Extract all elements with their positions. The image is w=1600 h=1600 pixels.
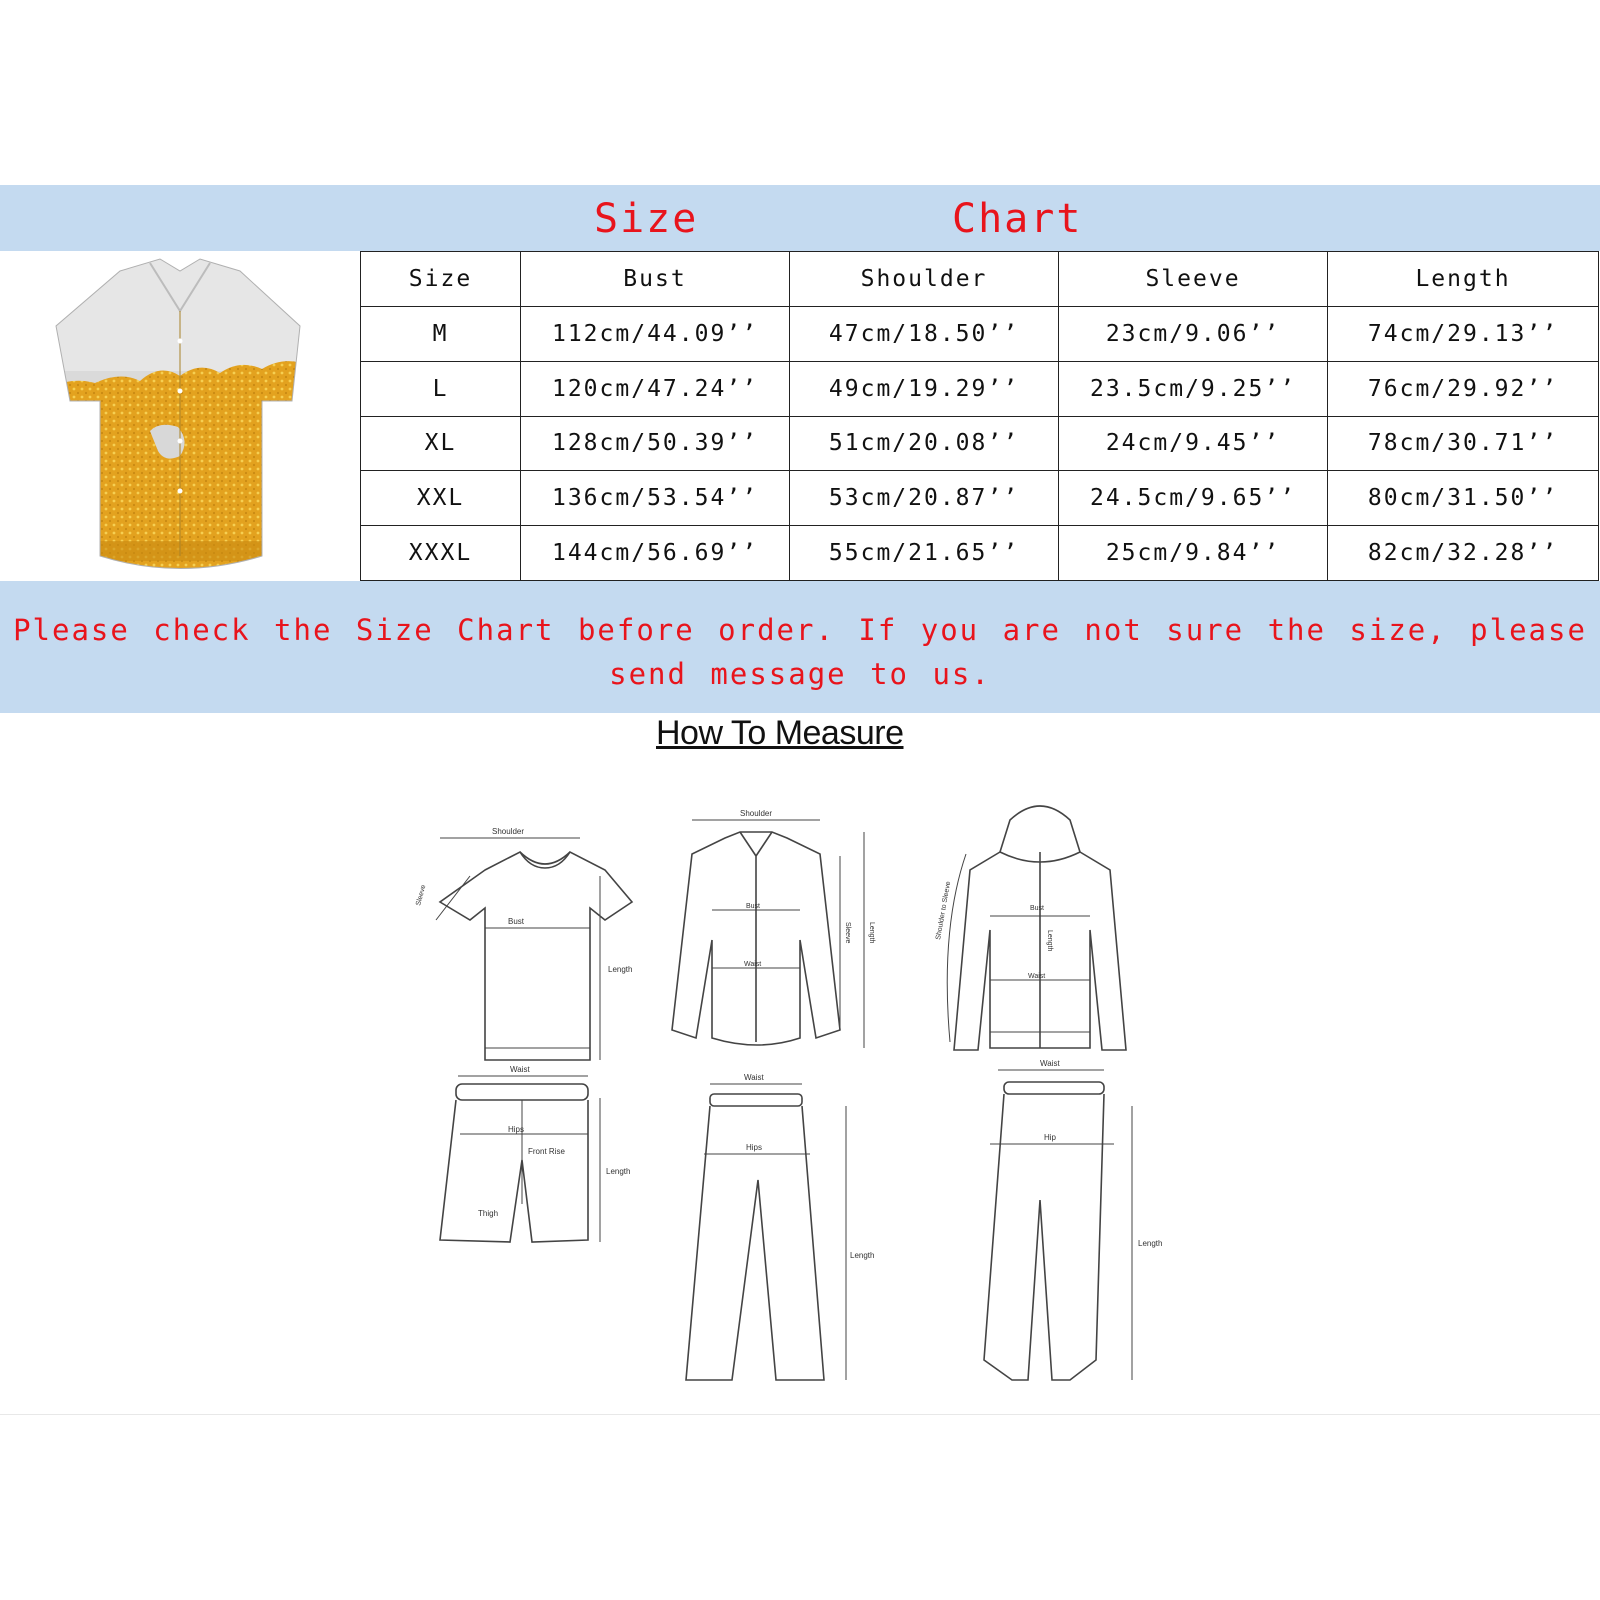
shirt-diagram bbox=[672, 809, 875, 1048]
label-shoulder-tshirt: Shoulder bbox=[492, 827, 525, 836]
cell-size: XXL bbox=[361, 471, 521, 526]
label-bust-hoodie: Bust bbox=[1030, 905, 1045, 912]
beer-shirt-image bbox=[0, 251, 360, 581]
cell-shoulder: 51cm/20.08’’ bbox=[790, 416, 1059, 471]
cell-sleeve: 25cm/9.84’’ bbox=[1059, 526, 1328, 581]
header-size: Size bbox=[361, 252, 521, 307]
cell-size: M bbox=[361, 307, 521, 362]
label-shoulder-to-sleeve: Shoulder to Sleeve bbox=[935, 880, 953, 941]
cell-length: 78cm/30.71’’ bbox=[1328, 416, 1599, 471]
cell-sleeve: 23cm/9.06’’ bbox=[1059, 307, 1328, 362]
label-hips-shorts: Hips bbox=[508, 1125, 525, 1134]
label-length-tshirt: Length bbox=[608, 965, 633, 974]
size-note bbox=[0, 608, 1600, 696]
label-front-rise: Front Rise bbox=[528, 1147, 565, 1156]
hoodie-diagram bbox=[935, 806, 1126, 1050]
joggers-diagram bbox=[984, 1059, 1162, 1380]
table-row bbox=[361, 361, 1599, 416]
label-bust-shirt: Bust bbox=[746, 903, 761, 910]
label-sleeve-tshirt: Sleeve bbox=[415, 884, 428, 907]
divider bbox=[0, 1414, 1600, 1415]
product-image bbox=[0, 251, 360, 581]
cell-size: XL bbox=[361, 416, 521, 471]
table-row bbox=[361, 307, 1599, 362]
header-sleeve: Sleeve bbox=[1059, 252, 1328, 307]
cell-shoulder: 49cm/19.29’’ bbox=[790, 361, 1059, 416]
chart-title-chart: Chart bbox=[952, 196, 1083, 242]
label-waist-shirt: Waist bbox=[744, 961, 762, 968]
table-row bbox=[361, 471, 1599, 526]
cell-sleeve: 24.5cm/9.65’’ bbox=[1059, 471, 1328, 526]
label-sleeve-shirt: Sleeve bbox=[844, 922, 851, 944]
label-length-trousers: Length bbox=[850, 1251, 875, 1260]
label-hip-joggers: Hip bbox=[1044, 1133, 1057, 1142]
shorts-diagram bbox=[440, 1065, 630, 1242]
header-bust: Bust bbox=[521, 252, 790, 307]
label-waist-trousers: Waist bbox=[744, 1073, 764, 1082]
label-waist-hoodie: Waist bbox=[1028, 973, 1046, 980]
cell-sleeve: 24cm/9.45’’ bbox=[1059, 416, 1328, 471]
label-shoulder-shirt: Shoulder bbox=[740, 809, 773, 818]
cell-sleeve: 23.5cm/9.25’’ bbox=[1059, 361, 1328, 416]
label-length-shorts: Length bbox=[606, 1167, 631, 1176]
cell-shoulder: 47cm/18.50’’ bbox=[790, 307, 1059, 362]
label-waist-shorts: Waist bbox=[510, 1065, 530, 1074]
tshirt-diagram bbox=[415, 827, 632, 1060]
measure-diagram bbox=[380, 780, 1200, 1420]
cell-bust: 112cm/44.09’’ bbox=[521, 307, 790, 362]
cell-size: L bbox=[361, 361, 521, 416]
cell-bust: 144cm/56.69’’ bbox=[521, 526, 790, 581]
table-row bbox=[361, 526, 1599, 581]
cell-length: 82cm/32.28’’ bbox=[1328, 526, 1599, 581]
label-waist-joggers: Waist bbox=[1040, 1059, 1060, 1068]
table-row bbox=[361, 416, 1599, 471]
cell-length: 74cm/29.13’’ bbox=[1328, 307, 1599, 362]
cell-shoulder: 55cm/21.65’’ bbox=[790, 526, 1059, 581]
cell-bust: 120cm/47.24’’ bbox=[521, 361, 790, 416]
size-table bbox=[360, 251, 1599, 581]
label-length-shirt: Length bbox=[868, 922, 875, 944]
header-length: Length bbox=[1328, 252, 1599, 307]
header-shoulder: Shoulder bbox=[790, 252, 1059, 307]
cell-length: 76cm/29.92’’ bbox=[1328, 361, 1599, 416]
trousers-diagram bbox=[686, 1073, 874, 1380]
cell-length: 80cm/31.50’’ bbox=[1328, 471, 1599, 526]
size-note-line-1: Please check the Size Chart before order. If you are not sure the size, please bbox=[13, 613, 1587, 647]
size-note-line-2: send message to us. bbox=[609, 657, 991, 691]
label-length-hoodie: Length bbox=[1046, 930, 1053, 952]
chart-title-size: Size bbox=[594, 196, 699, 242]
measure-title: How To Measure bbox=[656, 714, 904, 752]
cell-size: XXXL bbox=[361, 526, 521, 581]
label-hips-trousers: Hips bbox=[746, 1143, 763, 1152]
table-header-row bbox=[361, 252, 1599, 307]
label-thigh: Thigh bbox=[478, 1209, 499, 1218]
cell-bust: 128cm/50.39’’ bbox=[521, 416, 790, 471]
label-length-joggers: Length bbox=[1138, 1239, 1163, 1248]
title-band bbox=[0, 185, 1600, 251]
cell-shoulder: 53cm/20.87’’ bbox=[790, 471, 1059, 526]
label-bust-tshirt: Bust bbox=[508, 917, 525, 926]
cell-bust: 136cm/53.54’’ bbox=[521, 471, 790, 526]
